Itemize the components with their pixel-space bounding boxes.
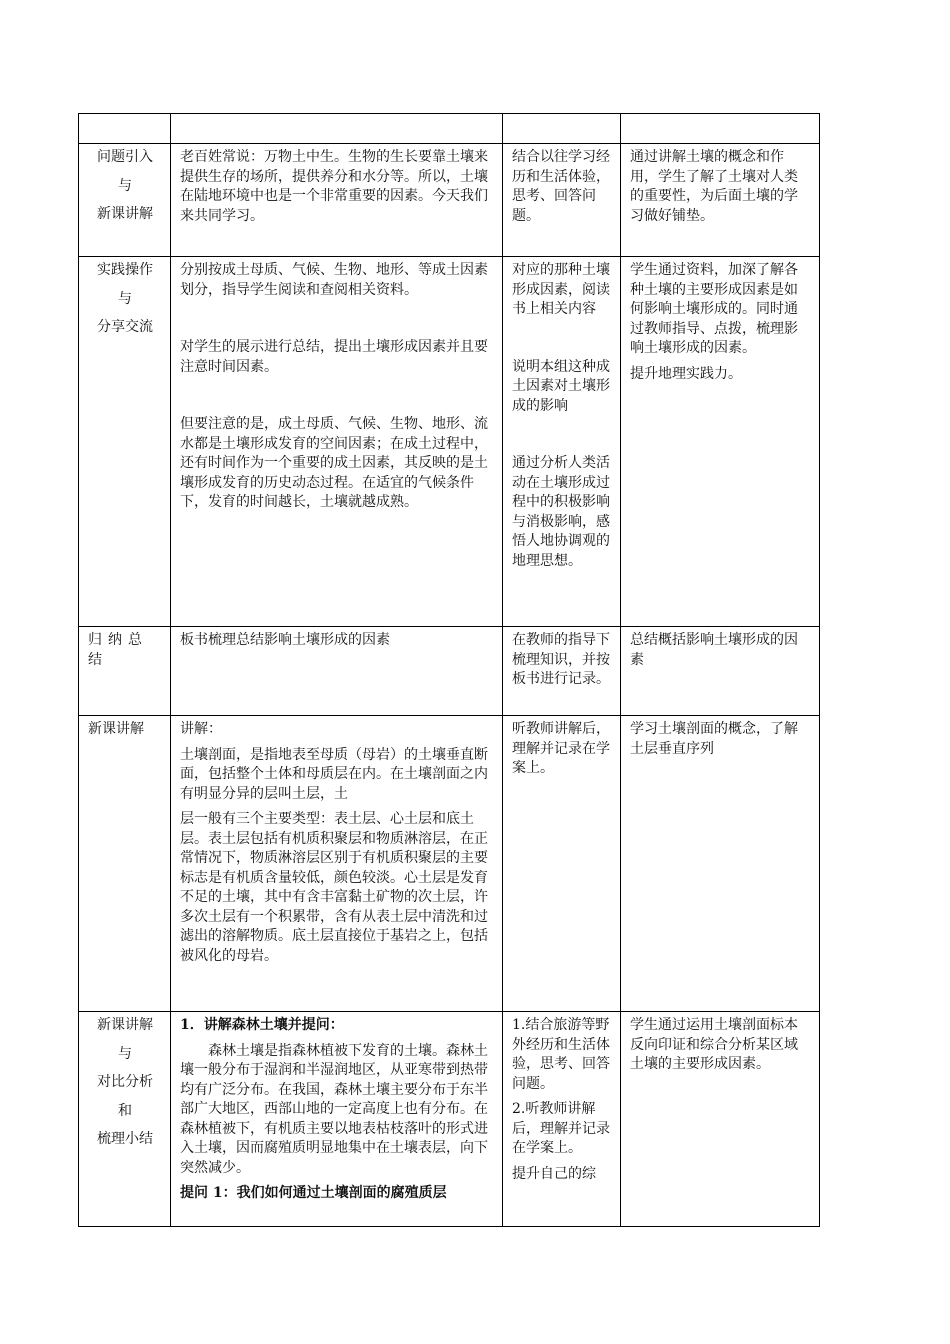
teacher-text: 老百姓常说：万物土中生。生物的生长要靠土壤来提供生存的场所，提供养分和水分等。所以，土壤在陆地环境中也是一个非常重要的因素。今天我们来共同学习。 (180, 149, 488, 224)
cell-stage (79, 257, 171, 627)
table-row-header-blank (79, 114, 820, 144)
cell-intent (621, 257, 820, 627)
stage-label: 梳理小结 (97, 1131, 153, 1147)
teacher-text: 对学生的展示进行总结，提出土壤形成因素并且要注意时间因素。 (180, 339, 488, 375)
student-text: 对应的那种土壤形成因素，阅读书上相关内容 (512, 262, 610, 317)
stage-label: 分享交流 (97, 319, 153, 335)
teacher-text: 分别按成土母质、气候、生物、地形、等成土因素划分，指导学生阅读和查阅相关资料。 (180, 262, 488, 298)
stage-label: 归纳总结 (88, 632, 148, 668)
stage-label: 新课讲解 (97, 1017, 153, 1033)
cell-stage (79, 627, 171, 716)
cell-student (503, 257, 621, 627)
cell-teacher (171, 1012, 503, 1227)
cell-intent (621, 1012, 820, 1227)
student-text: 通过分析人类活动在土壤形成过程中的积极影响与消极影响，感悟人地协调观的地理思想。 (512, 455, 610, 569)
cell-student (503, 1012, 621, 1227)
intent-text: 通过讲解土壤的概念和作用，学生了解了土壤对人类的重要性，为后面土壤的学习做好铺垫。 (630, 149, 798, 224)
intent-text: 总结概括影响土壤形成的因素 (630, 632, 798, 668)
cell-teacher (171, 144, 503, 257)
teacher-text: 但要注意的是，成土母质、气候、生物、地形、流水都是土壤形成发育的空间因素；在成土过程中，还有时间作为一个重要的成土因素，其反映的是土壤形成发育的历史动态过程。在适宜的气候条件下，发育的时间越长，土壤就越成熟。 (180, 416, 488, 510)
intent-text: 学生通过运用土壤剖面标本反向印证和综合分析某区域土壤的主要形成因素。 (630, 1017, 798, 1072)
teacher-text: 板书梳理总结影响土壤形成的因素 (180, 632, 390, 648)
cell-student (503, 716, 621, 1012)
cell-teacher (171, 716, 503, 1012)
cell-stage (79, 144, 171, 257)
teacher-question: 提问 1：我们如何通过土壤剖面的腐殖质层 (180, 1185, 447, 1201)
stage-label: 新课讲解 (88, 721, 144, 737)
stage-label: 问题引入 (97, 149, 153, 165)
table-row-summary (79, 627, 820, 716)
cell-student (503, 114, 621, 144)
table-row-comparison (79, 1012, 820, 1227)
student-text: 结合以往学习经历和生活体验，思考、回答问题。 (512, 149, 610, 224)
cell-stage (79, 716, 171, 1012)
cell-intent (621, 716, 820, 1012)
cell-teacher (171, 257, 503, 627)
stage-label: 与 (118, 1045, 132, 1062)
table-row-introduction (79, 144, 820, 257)
student-text: 1.结合旅游等野外经历和生活体验，思考、回答问题。 (512, 1017, 610, 1092)
cell-intent (621, 144, 820, 257)
stage-label: 与 (118, 177, 132, 194)
student-text: 说明本组这种成土因素对土壤形成的影响 (512, 358, 610, 414)
cell-student (503, 144, 621, 257)
teacher-text: 森林土壤是指森林植被下发育的土壤。森林土壤一般分布于湿润和半湿润地区，从亚寒带到热带均有广泛分布。在我国，森林土壤主要分布于东半部广大地区，西部山地的一定高度上也有分布。在森林植被下，有机质主要以地表枯枝落叶的形式进入土壤，因而腐殖质明显地集中在土壤表层，向下突然减少。 (180, 1042, 488, 1176)
intent-text: 提升地理实践力。 (630, 365, 742, 382)
stage-label: 对比分析 (97, 1074, 153, 1090)
teacher-text: 层一般有三个主要类型：表土层、心土层和底土层。表土层包括有机质积聚层和物质淋溶层，在正常情况下，物质淋溶层区别于有机质积聚层的主要标志是有机质含量较低，颜色较淡。心土层是发育不足的土壤，其中有含丰富黏土矿物的次土层，许多次土层有一个积累带，含有从表土层中清洗和过滤出的溶解物质。底土层直接位于基岩之上，包括被风化的母岩。 (180, 811, 488, 964)
student-text: 听教师讲解后，理解并记录在学案上。 (512, 721, 610, 776)
cell-teacher (171, 114, 503, 144)
intent-text: 学生通过资料，加深了解各种土壤的主要形成因素是如何影响土壤形成的。同时通过教师指导、点拨，梳理影响土壤形成的因素。 (630, 262, 798, 356)
student-text: 2.听教师讲解后，理解并记录在学案上。 (512, 1101, 610, 1156)
intent-text: 学习土壤剖面的概念，了解土层垂直序列 (630, 721, 798, 757)
table-row-practice (79, 257, 820, 627)
stage-label: 与 (118, 290, 132, 307)
student-text: 提升自己的综 (512, 1165, 596, 1182)
cell-intent (621, 627, 820, 716)
student-text: 在教师的指导下梳理知识，并按板书进行记录。 (512, 632, 610, 687)
table-row-lecture (79, 716, 820, 1012)
cell-student (503, 627, 621, 716)
cell-stage (79, 1012, 171, 1227)
cell-intent (621, 114, 820, 144)
stage-label: 实践操作 (97, 262, 153, 278)
stage-label: 和 (118, 1102, 132, 1119)
cell-stage (79, 114, 171, 144)
stage-label: 新课讲解 (97, 206, 153, 222)
teacher-text: 土壤剖面，是指地表至母质（母岩）的土壤垂直断面，包括整个土体和母质层在内。在土壤剖面之内有明显分异的层叫土层，土 (180, 746, 488, 802)
cell-teacher (171, 627, 503, 716)
teacher-heading: 1．讲解森林土壤并提问： (180, 1017, 344, 1033)
teacher-text: 讲解： (180, 721, 222, 737)
lesson-plan-table (78, 113, 820, 1227)
